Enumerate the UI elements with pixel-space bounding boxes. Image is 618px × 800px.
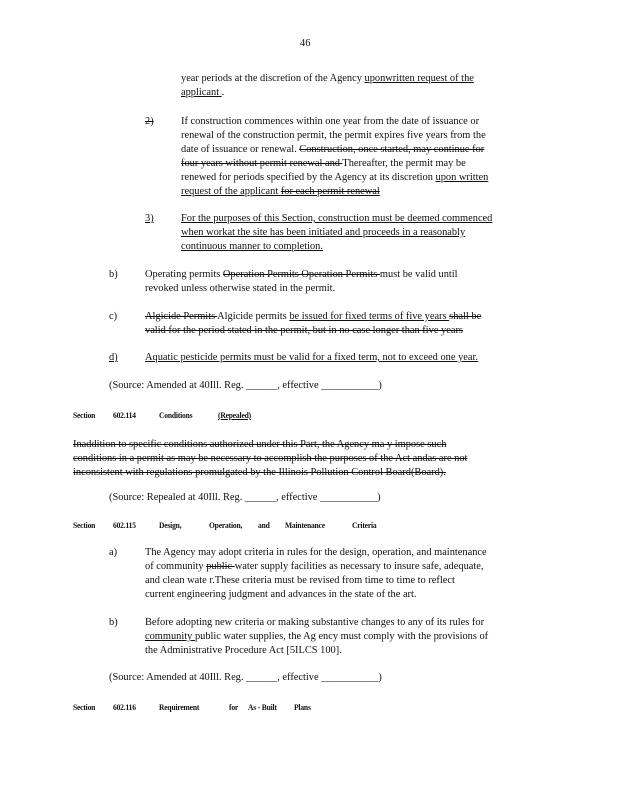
plain-text: renewed for periods specified by the Agency at its discretion bbox=[181, 172, 436, 183]
source-note-3: (Source: Amended at 40Ill. Reg. ______, effective ___________) bbox=[109, 672, 382, 683]
section-114-number: 602.114 bbox=[113, 411, 136, 420]
item-3-line-1: For the purposes of this Section, construction must be deemed commenced bbox=[181, 213, 493, 224]
item-b-line-1 bbox=[145, 268, 458, 282]
item-115a-line-1: The Agency may adopt criteria in rules for the design, operation, and maintenance bbox=[145, 547, 487, 558]
source-note-1: (Source: Amended at 40Ill. Reg. ______, effective ___________) bbox=[109, 380, 382, 391]
inserted-text: request of the applicant bbox=[181, 186, 281, 197]
section-114-label: Section bbox=[73, 411, 96, 420]
plain-text: water supply facilities as necessary to insure safe, adequate, bbox=[234, 561, 484, 572]
item-3-line-3: continuous manner to completion. bbox=[181, 241, 323, 252]
plain-text: Algicide permits bbox=[217, 311, 290, 322]
plain-text: public water supplies, the Ag ency must comply with the provisions of bbox=[194, 631, 489, 642]
inserted-text: uponwritten request of the bbox=[364, 73, 474, 84]
section-115-title-word: Criteria bbox=[352, 521, 377, 530]
item-2-line-4 bbox=[181, 157, 466, 171]
struck-text: for each permit renewal bbox=[280, 186, 380, 197]
struck-text: shall be bbox=[449, 311, 482, 322]
section-116-title-word: As - Built bbox=[248, 703, 277, 712]
section-115-number: 602.115 bbox=[113, 521, 136, 530]
item-b-line-2: revoked unless otherwise stated in the permit. bbox=[145, 283, 336, 294]
item-c-line-2: valid for the period stated in the permit, but in no case longer than five years bbox=[145, 325, 463, 336]
plain-text: must be valid until bbox=[379, 269, 458, 280]
item-115a-number: a) bbox=[109, 547, 118, 558]
item-115b-number: b) bbox=[109, 617, 118, 628]
fragment-line-2 bbox=[181, 86, 224, 100]
item-2-line-6 bbox=[181, 185, 380, 199]
inserted-text: applicant bbox=[181, 87, 222, 98]
plain-text: Thereafter, the permit may be bbox=[342, 158, 466, 169]
item-115b-line-2 bbox=[145, 630, 488, 644]
source-note-2: (Source: Repealed at 40Ill. Reg. ______, effective ___________) bbox=[109, 492, 381, 503]
struck-text: Algicide Permits bbox=[145, 311, 218, 322]
plain-text: of community bbox=[145, 561, 207, 572]
item-115a-line-2 bbox=[145, 560, 483, 574]
struck-text: Operation Permits Operation Permits bbox=[222, 269, 380, 280]
plain-text: Operating permits bbox=[145, 269, 223, 280]
repealed-line-2: conditions in a permit as may be necessary to accomplish the purposes of the Act andas are not bbox=[73, 453, 468, 464]
item-2-line-1: If construction commences within one year from the date of issuance or bbox=[181, 116, 480, 127]
section-115-title-word: and bbox=[258, 521, 270, 530]
section-115-label: Section bbox=[73, 521, 96, 530]
item-2-line-5 bbox=[181, 171, 488, 185]
section-116-number: 602.116 bbox=[113, 703, 136, 712]
repealed-line-1: Inaddition to specific conditions authorized under this Part, the Agency ma y impose such bbox=[73, 439, 447, 450]
struck-text: Construction, once started, may continue for bbox=[299, 144, 485, 155]
item-d-number: d) bbox=[109, 352, 118, 363]
plain-text: date of issuance or renewal. bbox=[181, 144, 300, 155]
repealed-line-3: inconsistent with regulations promulgated by the Illinois Pollution Control Board(Board). bbox=[73, 467, 446, 478]
section-114-title: Conditions bbox=[159, 411, 193, 420]
section-116-title-word: for bbox=[229, 703, 239, 712]
fragment-line-1 bbox=[181, 72, 474, 86]
item-2-number: 2) bbox=[145, 116, 154, 127]
page-number: 46 bbox=[300, 38, 311, 49]
fragment-text: . bbox=[221, 87, 225, 98]
item-3-number: 3) bbox=[145, 213, 154, 224]
item-115b-line-3: the Administrative Procedure Act [5ILCS 100]. bbox=[145, 645, 342, 656]
section-114-status: (Repealed) bbox=[218, 411, 251, 420]
item-2-line-3 bbox=[181, 143, 484, 157]
struck-text: public bbox=[206, 561, 235, 572]
section-115-title-word: Operation, bbox=[209, 521, 243, 530]
section-115-title-word: Maintenance bbox=[285, 521, 325, 530]
item-c-line-1 bbox=[145, 310, 481, 324]
item-2-line-2: renewal of the construction permit, the permit expires five years from the bbox=[181, 130, 486, 141]
item-115a-line-4: current engineering judgment and advances in the state of the art. bbox=[145, 589, 417, 600]
item-c-number: c) bbox=[109, 311, 118, 322]
inserted-text: upon written bbox=[435, 172, 489, 183]
section-116-title-word: Requirement bbox=[159, 703, 200, 712]
struck-text: four years without permit renewal and bbox=[181, 158, 343, 169]
item-3-line-2: when workat the site has been initiated and proceeds in a reasonably bbox=[181, 227, 466, 238]
item-d-text: Aquatic pesticide permits must be valid for a fixed term, not to exceed one year. bbox=[145, 352, 478, 363]
section-116-title-word: Plans bbox=[294, 703, 311, 712]
item-b-number: b) bbox=[109, 269, 118, 280]
inserted-text: community bbox=[145, 631, 195, 642]
item-115b-line-1: Before adopting new criteria or making substantive changes to any of its rules for bbox=[145, 617, 485, 628]
fragment-text: year periods at the discretion of the Agency bbox=[181, 73, 365, 84]
section-116-label: Section bbox=[73, 703, 96, 712]
section-115-title-word: Design, bbox=[159, 521, 182, 530]
item-115a-line-3: and clean wate r.These criteria must be revised from time to time to reflect bbox=[145, 575, 455, 586]
inserted-text: be issued for fixed terms of five years bbox=[289, 311, 450, 322]
